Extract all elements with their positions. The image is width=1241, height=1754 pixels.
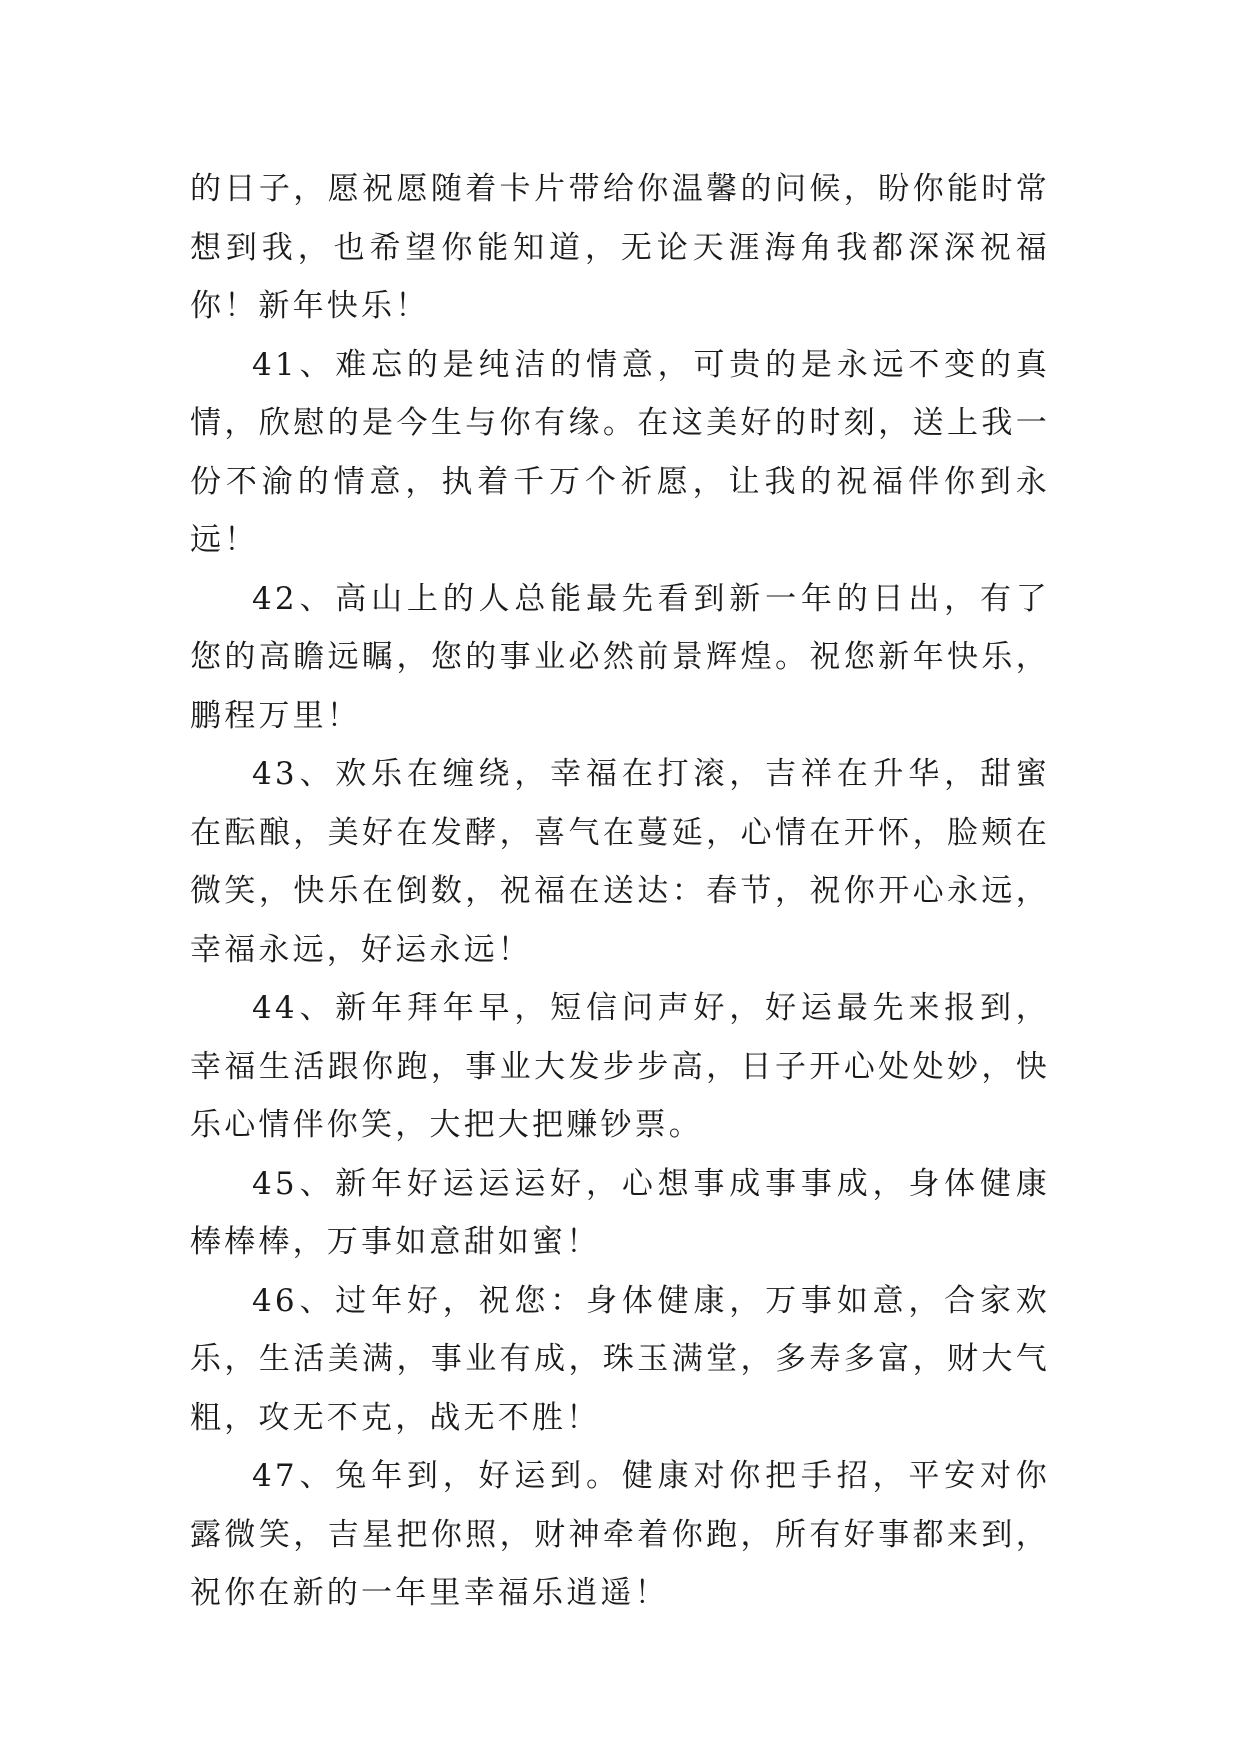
paragraph-45: 45、新年好运运运好，心想事成事事成，身体健康棒棒棒，万事如意甜如蜜！ [190, 1165, 1050, 1260]
paragraph-43: 43、欢乐在缠绕，幸福在打滚，吉祥在升华，甜蜜在酝酿，美好在发酵，喜气在蔓延，心情在开怀，脸颊在微笑，快乐在倒数，祝福在送达：春节，祝你开心永远，幸福永远，好运永远！ [190, 756, 1050, 968]
paragraph-0: 的日子，愿祝愿随着卡片带给你温馨的问候，盼你能时常想到我，也希望你能知道，无论天涯海角我都深深祝福你！新年快乐！ [190, 171, 1050, 324]
paragraph-41: 41、难忘的是纯洁的情意，可贵的是永远不变的真情，欣慰的是今生与你有缘。在这美好的时刻，送上我一份不渝的情意，执着千万个祈愿，让我的祝福伴你到永远！ [190, 346, 1050, 558]
paragraph-42: 42、高山上的人总能最先看到新一年的日出，有了您的高瞻远瞩，您的事业必然前景辉煌。祝您新年快乐，鹏程万里！ [190, 580, 1050, 734]
document-body [190, 160, 1050, 1623]
paragraph-44: 44、新年拜年早，短信问声好，好运最先来报到，幸福生活跟你跑，事业大发步步高，日子开心处处妙，快乐心情伴你笑，大把大把赚钞票。 [190, 990, 1050, 1143]
paragraph-47: 47、兔年到，好运到。健康对你把手招，平安对你露微笑，吉星把你照，财神牵着你跑，所有好事都来到，祝你在新的一年里幸福乐逍遥！ [190, 1458, 1050, 1611]
paragraph-46: 46、过年好，祝您：身体健康，万事如意，合家欢乐，生活美满，事业有成，珠玉满堂，多寿多富，财大气粗，攻无不克，战无不胜！ [190, 1282, 1050, 1436]
